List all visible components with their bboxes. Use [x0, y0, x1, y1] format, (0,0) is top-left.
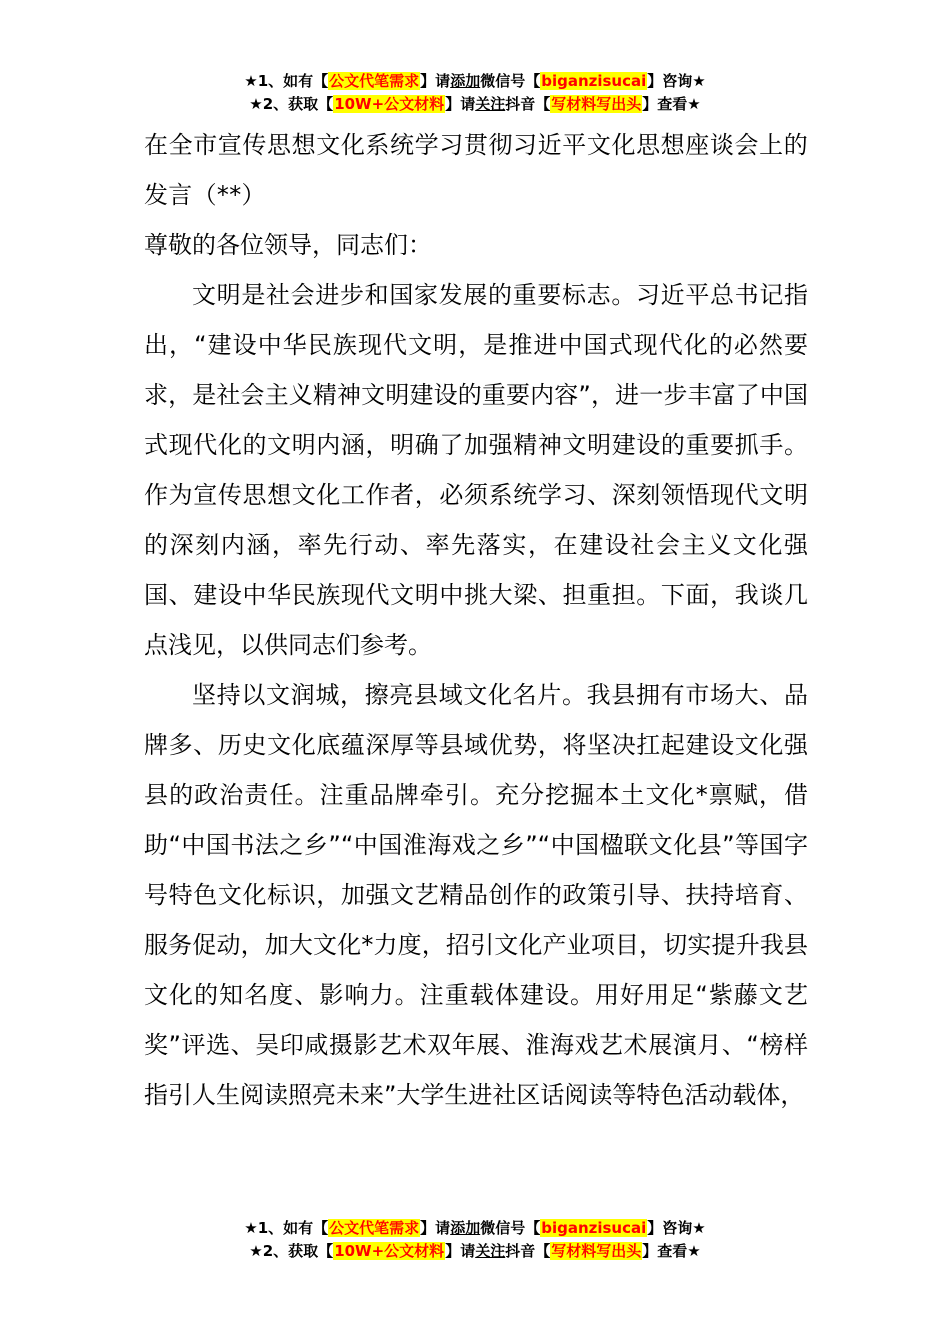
header-banner	[0, 70, 950, 116]
banner-text: 】咨询★	[647, 72, 706, 90]
banner-wechat-id: biganzisucai	[541, 1219, 647, 1237]
banner-underline: 关注	[475, 1242, 506, 1260]
banner-wechat-id: biganzisucai	[541, 72, 647, 90]
banner-underline: 关注	[475, 95, 506, 113]
paragraph-1: 文明是社会进步和国家发展的重要标志。习近平总书记指出，“建设中华民族现代文明，是推进中国式现代化的必然要求，是社会主义精神文明建设的重要内容”，进一步丰富了中国式现代化的文明内涵，明确了加强精神文明建设的重要抓手。作为宣传思想文化工作者，必须系统学习、深刻领悟现代文明的深刻内涵，率先行动、率先落实，在建设社会主义文化强国、建设中华民族现代文明中挑大梁、担重担。下面，我谈几点浅见，以供同志们参考。	[144, 281, 808, 659]
banner-text: 抖音【	[505, 1242, 551, 1260]
banner-text: 】查看★	[642, 95, 701, 113]
banner-douyin-name: 写材料写出头	[551, 1242, 642, 1260]
banner-text: 】查看★	[642, 1242, 701, 1260]
banner-line-2	[0, 93, 950, 116]
salutation: 尊敬的各位领导，同志们：	[144, 231, 432, 259]
banner-text: ★2、获取【	[249, 95, 334, 113]
document-body	[144, 120, 808, 1120]
banner-douyin-name: 写材料写出头	[551, 95, 642, 113]
footer-banner	[0, 1217, 950, 1263]
banner-text: 】请	[445, 1242, 476, 1260]
banner-text: 】请	[420, 1219, 451, 1237]
banner-underline: 添加	[450, 72, 481, 90]
paragraph-2: 坚持以文润城，擦亮县域文化名片。我县拥有市场大、品牌多、历史文化底蕴深厚等县域优势，将坚决扛起建设文化强县的政治责任。注重品牌牵引。充分挖掘本土文化*禀赋，借助“中国书法之乡”“中国淮海戏之乡”“中国楹联文化县”等国字号特色文化标识，加强文艺精品创作的政策引导、扶持培育、服务促动，加大文化*力度，招引文化产业项目，切实提升我县文化的知名度、影响力。注重载体建设。用好用足“紫藤文艺奖”评选、吴印咸摄影艺术双年展、淮海戏艺术展演月、“榜样指引人生阅读照亮未来”大学生进社区话阅读等特色活动载体，	[144, 681, 808, 1109]
banner-highlight: 公文代笔需求	[329, 1219, 420, 1237]
banner-highlight: 10W+公文材料	[334, 1242, 445, 1260]
banner-text: 】请	[420, 72, 451, 90]
banner-line-2	[0, 1240, 950, 1263]
banner-text: ★2、获取【	[249, 1242, 334, 1260]
banner-text: 】请	[445, 95, 476, 113]
banner-underline: 添加	[450, 1219, 481, 1237]
banner-line-1	[0, 1217, 950, 1240]
banner-text: 微信号【	[480, 1219, 541, 1237]
banner-text: 微信号【	[480, 72, 541, 90]
document-title: 在全市宣传思想文化系统学习贯彻习近平文化思想座谈会上的发言（**）	[144, 131, 808, 209]
banner-text: 抖音【	[505, 95, 551, 113]
banner-highlight: 10W+公文材料	[334, 95, 445, 113]
banner-text: ★1、如有【	[244, 72, 329, 90]
banner-text: ★1、如有【	[244, 1219, 329, 1237]
banner-line-1	[0, 70, 950, 93]
banner-text: 】咨询★	[647, 1219, 706, 1237]
banner-highlight: 公文代笔需求	[329, 72, 420, 90]
